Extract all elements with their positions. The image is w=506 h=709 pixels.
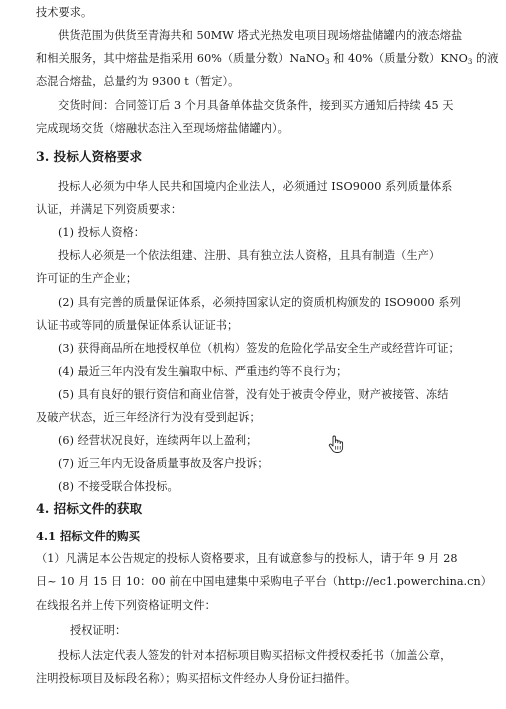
list-item: (2) 具有完善的质量保证体系，必须持国家认定的资质机构颁发的 ISO9000 系列 <box>58 296 461 309</box>
text-line: 许可证的生产企业； <box>36 272 138 285</box>
text-line: 投标人法定代表人签发的针对本招标项目购买招标文件授权委托书（加盖公章， <box>58 649 452 662</box>
text-line: 授权证明： <box>70 624 127 637</box>
subscript: 3 <box>325 58 330 66</box>
list-item: (4) 最近三年内没有发生骗取中标、严重违约等不良行为； <box>58 365 348 378</box>
text-line: 供货范围为供货至青海共和 50MW 塔式光热发电项目现场熔盐储罐内的液态熔盐 <box>58 29 463 42</box>
list-item: (8) 不接受联合体投标。 <box>58 480 179 493</box>
text-line: （1）凡满足本公告规定的投标人资格要求，且有诚意参与的投标人，请于年 9 月 28 <box>36 552 458 565</box>
text-span: 和 40%（质量分数）KNO <box>329 52 468 65</box>
hand-pointer-icon <box>327 434 345 454</box>
list-item: (1) 投标人资格： <box>58 226 146 239</box>
section-heading-4: 4. 招标文件的获取 <box>36 501 143 516</box>
text-line: 认证书或等同的质量保证体系认证证书； <box>36 319 239 332</box>
text-line: 投标人必须为中华人民共和国境内企业法人，必须通过 ISO9000 系列质量体系 <box>58 180 453 193</box>
text-line: 日~ 10 月 15 日 10：00 前在中国电建集中采购电子平台（http://ec1.powerchina.cn） <box>36 575 492 588</box>
text-line: 认证，并满足下列资质要求： <box>36 203 183 216</box>
text-line: 完成现场交货（熔融状态注入至现场熔盐储罐内）。 <box>36 122 289 135</box>
list-item: (7) 近三年内无设备质量事故及客户投诉； <box>58 457 269 470</box>
text-line: 及破产状态，近三年经济行为没有受到起诉； <box>36 411 261 424</box>
text-line: 注明投标项目及标段名称）；购买招标文件经办人身份证扫描件。 <box>36 672 357 685</box>
text-line: 交货时间：合同签订后 3 个月具备单体盐交货条件，接到买方通知后持续 45 天 <box>58 99 454 112</box>
text-line: 技术要求。 <box>36 6 93 19</box>
section-heading-3: 3. 投标人资格要求 <box>36 149 143 164</box>
subsection-heading-4-1: 4.1 招标文件的购买 <box>36 529 141 543</box>
text-line: 在线报名并上传下列资格证明文件： <box>36 599 216 612</box>
subscript: 3 <box>467 58 473 66</box>
text-line: 态混合熔盐，总量约为 9300 t（暂定）。 <box>36 75 240 88</box>
list-item: (6) 经营状况良好，连续两年以上盈利； <box>58 434 258 447</box>
text-span: 和相关服务，其中熔盐是指采用 60%（质量分数）NaNO <box>36 52 325 65</box>
text-line <box>36 52 499 66</box>
list-item: (3) 获得商品所在地授权单位（机构）签发的危险化学品安全生产或经营许可证； <box>58 342 460 355</box>
text-line: 投标人必须是一个依法组建、注册、具有独立法人资格，且具有制造（生产） <box>58 249 441 262</box>
text-span: 的液 <box>472 52 499 65</box>
list-item: (5) 具有良好的银行资信和商业信誉，没有处于被责令停业，财产被接管、冻结 <box>58 388 449 401</box>
